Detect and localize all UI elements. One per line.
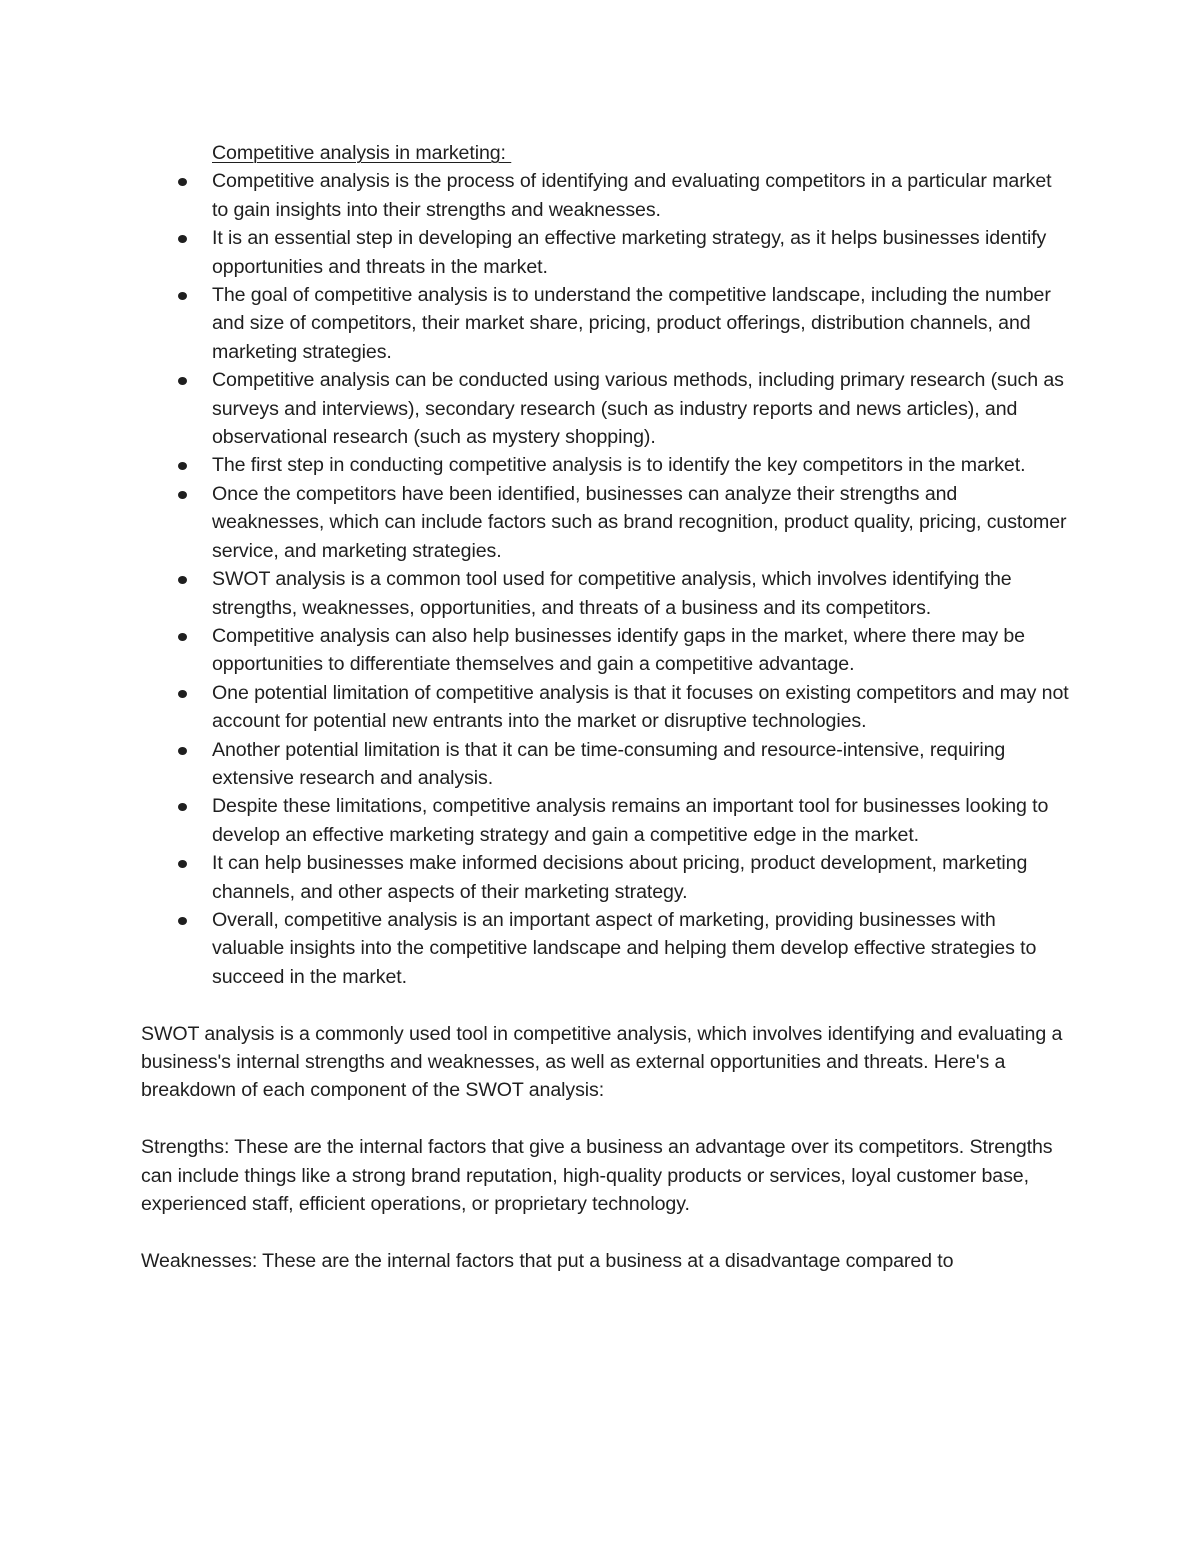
list-item-text: The first step in conducting competitive analysis is to identify the key competitors in the market. bbox=[212, 454, 1026, 477]
section-heading: Competitive analysis in marketing: bbox=[212, 142, 512, 164]
bullet-icon bbox=[178, 633, 187, 641]
list-item-text: One potential limitation of competitive analysis is that it focuses on existing competitors and may not account for potential new entrants into the market or disruptive technologies. bbox=[212, 681, 1069, 733]
bullet-icon bbox=[178, 690, 187, 698]
list-item-text: The goal of competitive analysis is to understand the competitive landscape, including the number and size of competitors, their market share, pricing, product offerings, distribution channels, and marketing strategies. bbox=[212, 284, 1051, 363]
weaknesses-paragraph: Weaknesses: These are the internal factors that put a business at a disadvantage compared to bbox=[141, 1249, 954, 1272]
bullet-icon bbox=[178, 377, 187, 385]
bullet-icon bbox=[178, 491, 187, 499]
list-item bbox=[141, 451, 1071, 479]
list-item-text: Competitive analysis can be conducted using various methods, including primary research (such as surveys and interviews), secondary research (such as industry reports and news articles), and observational research (such as mystery shopping). bbox=[212, 369, 1064, 449]
list-item-text: Competitive analysis can also help businesses identify gaps in the market, where there may be opportunities to differentiate themselves and gain a competitive advantage. bbox=[212, 624, 1025, 676]
bullet-icon bbox=[178, 178, 187, 186]
list-item-text: It can help businesses make informed decisions about pricing, product development, marketing channels, and other aspects of their marketing strategy. bbox=[212, 852, 1028, 903]
swot-intro-paragraph: SWOT analysis is a commonly used tool in competitive analysis, which involves identifying and evaluating a business's internal strengths and weaknesses, as well as external opportunities and threats. Here's a breakdown of each component of the SWOT analysis: bbox=[141, 1022, 1063, 1102]
list-item bbox=[141, 565, 1071, 622]
bullet-icon bbox=[178, 462, 187, 470]
list-item bbox=[141, 679, 1071, 736]
list-item bbox=[141, 906, 1071, 991]
bullet-icon bbox=[178, 803, 187, 811]
list-item bbox=[141, 736, 1071, 793]
list-item-text: Overall, competitive analysis is an important aspect of marketing, providing businesses with valuable insights into the competitive landscape and helping them develop effective strategies to succeed in the market. bbox=[212, 908, 1037, 988]
bullet-icon bbox=[178, 576, 187, 584]
bullet-icon bbox=[178, 235, 187, 243]
list-item bbox=[141, 224, 1071, 281]
bullet-icon bbox=[178, 860, 187, 868]
list-item-text: Despite these limitations, competitive analysis remains an important tool for businesses looking to develop an effective marketing strategy and gain a competitive edge in the market. bbox=[212, 795, 1049, 846]
list-item bbox=[141, 480, 1071, 565]
list-item bbox=[141, 622, 1071, 679]
bullet-icon bbox=[178, 747, 187, 755]
list-item-text: Competitive analysis is the process of identifying and evaluating competitors in a particular market to gain insights into their strengths and weaknesses. bbox=[212, 170, 1052, 221]
bullet-icon bbox=[178, 292, 187, 300]
list-item-text: It is an essential step in developing an effective marketing strategy, as it helps businesses identify opportunities and threats in the market. bbox=[212, 227, 1047, 278]
document-body bbox=[141, 139, 1071, 1275]
list-item-text: Another potential limitation is that it can be time-consuming and resource-intensive, requiring extensive research and analysis. bbox=[212, 738, 1006, 789]
bullet-list bbox=[141, 167, 1071, 991]
list-item-text: Once the competitors have been identified, businesses can analyze their strengths and weaknesses, which can include factors such as brand recognition, product quality, pricing, customer service, and marketing strategies. bbox=[212, 482, 1067, 562]
list-item bbox=[141, 366, 1071, 451]
list-item bbox=[141, 281, 1071, 366]
list-item-text: SWOT analysis is a common tool used for competitive analysis, which involves identifying the strengths, weaknesses, opportunities, and threats of a business and its competitors. bbox=[212, 568, 1012, 619]
list-item bbox=[141, 792, 1071, 849]
list-item bbox=[141, 167, 1071, 224]
bullet-icon bbox=[178, 917, 187, 925]
list-item bbox=[141, 849, 1071, 906]
strengths-paragraph: Strengths: These are the internal factors that give a business an advantage over its competitors. Strengths can include things like a strong brand reputation, high-quality products or services, loyal customer base, experienced staff, efficient operations, or proprietary technology. bbox=[141, 1136, 1053, 1215]
